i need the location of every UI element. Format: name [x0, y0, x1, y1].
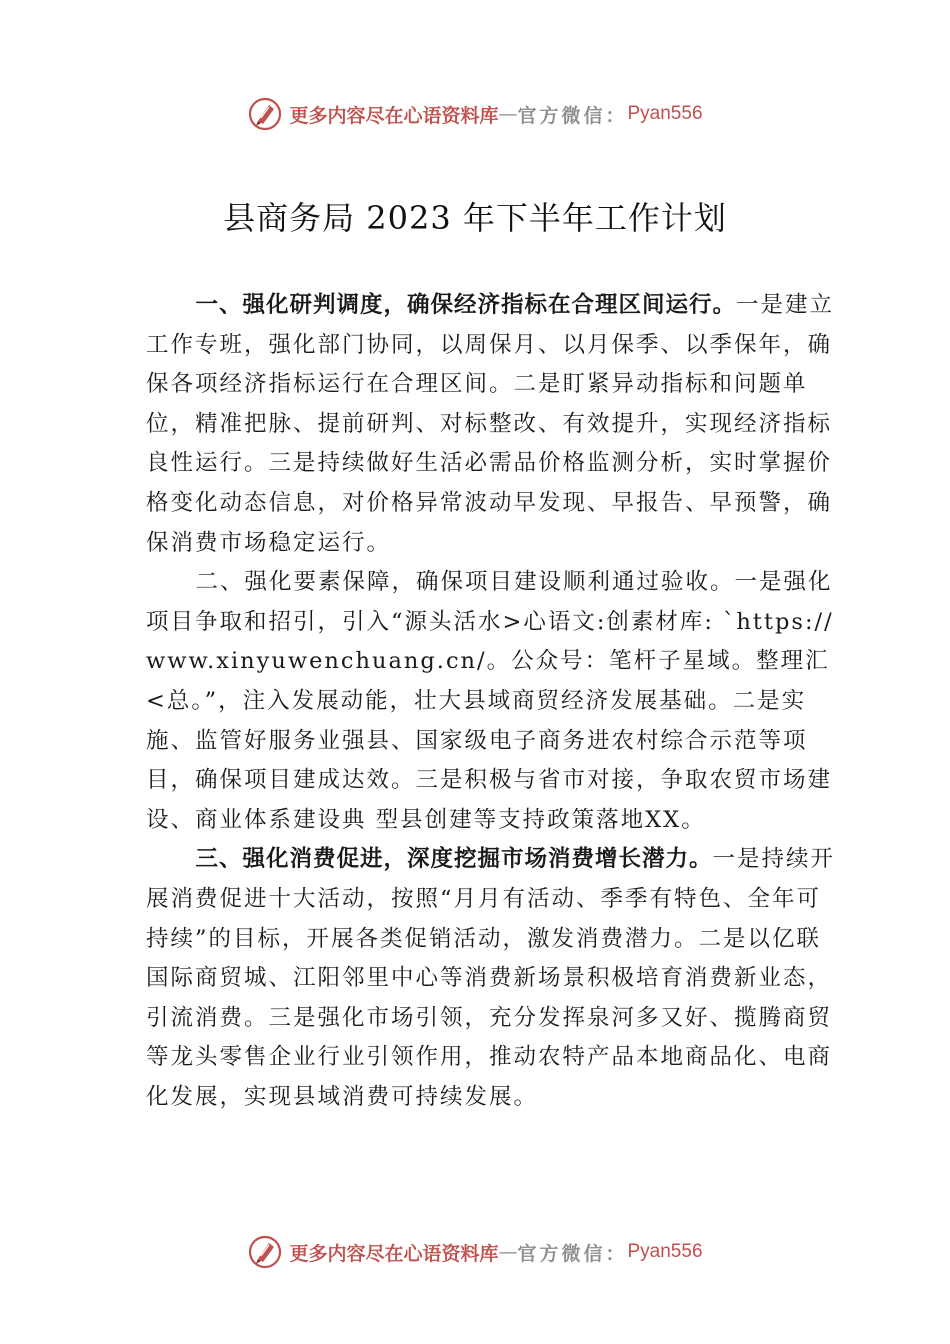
section-text-3: 一是持续开展消费促进十大活动，按照“月月有活动、季季有特色、全年可持续”的目标，开展各类促销活动，激发消费潜力。二是以亿联国际商贸城、江阳邻里中心等消费新场景积极培育消费新业态，引流消费。三是强化市场引领，充分发挥泉河多又好、揽腾商贸等龙头零售企业行业引领作用，推动农特产品本地商品化、电商化发展，实现县域消费可持续发展。	[146, 846, 836, 1110]
section-text-2: 一是强化项目争取和招引，引入“源头活水>心语文:创素材库: `https://www.xinyuwenchuang.cn/。公众号：笔杆子星域。整理汇<总。”，注入发展动能，壮大县域商贸经济发展基础。二是实施、监管好服务业强县、国家级电子商务进农村综合示范等项目，确保项目建成达效。三是积极与省市对接，争取农贸市场建设、商业体系建设典 型县创建等支持政策落地XX。	[146, 569, 834, 833]
section-heading-3: 三、强化消费促进，深度挖掘市场消费增长潜力。	[195, 846, 713, 873]
watermark-wechat-id: Pyan556	[627, 1241, 703, 1262]
watermark-separator: —	[498, 103, 518, 125]
document-body	[146, 286, 836, 1117]
watermark-main-text: 更多内容尽在心语资料库	[289, 1242, 499, 1265]
watermark-wechat-label: 官方微信：	[517, 104, 628, 127]
footer-watermark-banner	[0, 1232, 950, 1272]
section-heading-2: 二、强化要素保障，确保项目建设顺利通过验收。	[195, 569, 735, 596]
pen-nib-logo-icon	[247, 1234, 283, 1270]
section-paragraph-3	[146, 840, 836, 1117]
section-heading-1: 一、强化研判调度，确保经济指标在合理区间运行。	[195, 292, 737, 318]
section-text-1: 一是建立工作专班，强化部门协同，以周保月、以月保季、以季保年，确保各项经济指标运行在合理区间。二是盯紧异动指标和问题单位，精准把脉、提前研判、对标整改、有效提升，实现经济指标良性运行。三是持续做好生活必需品价格监测分析，实时掌握价格变化动态信息，对价格异常波动早发现、早报告、早预警，确保消费市场稳定运行。	[146, 292, 835, 556]
header-watermark-banner	[0, 94, 950, 134]
watermark-wechat-id: Pyan556	[627, 103, 703, 124]
watermark-separator: —	[498, 1241, 518, 1263]
watermark-main-text: 更多内容尽在心语资料库	[289, 104, 499, 127]
section-paragraph-2	[146, 563, 836, 840]
pen-nib-logo-icon	[247, 96, 283, 132]
section-paragraph-1	[146, 286, 836, 563]
watermark-wechat-label: 官方微信：	[517, 1242, 628, 1265]
document-title: 县商务局 2023 年下半年工作计划	[223, 199, 727, 237]
